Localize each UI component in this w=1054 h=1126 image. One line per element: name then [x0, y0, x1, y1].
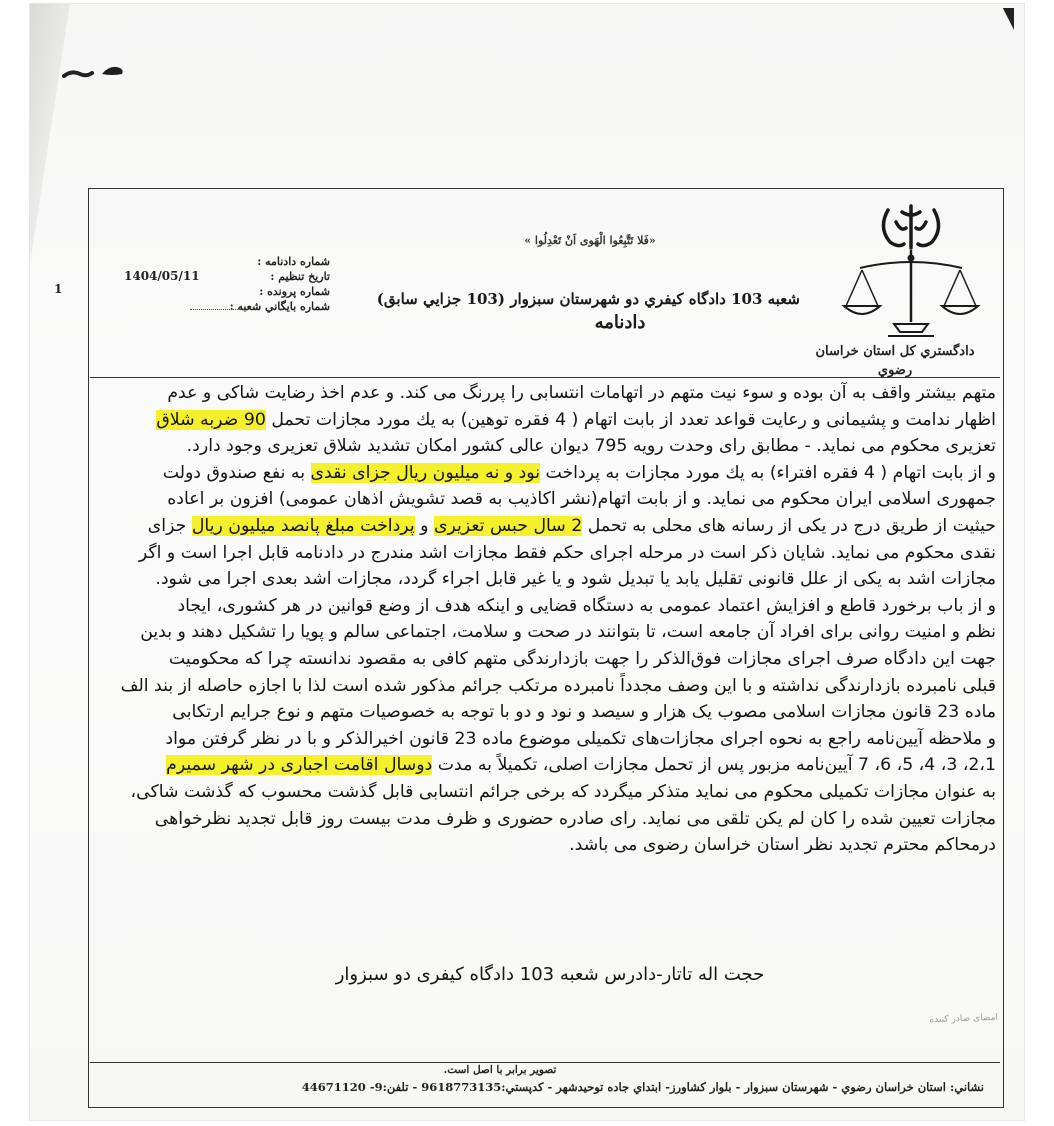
body-line — [98, 752, 996, 779]
court-address: نشاني: استان خراسان رضوي - شهرستان سبزوار - بلوار كشاورز- ابتداي جاده توحيدشهر - كدپستي:9618773135 - تلفن:9- 44671120 — [301, 1080, 984, 1094]
body-line — [98, 566, 996, 593]
body-line — [98, 433, 996, 460]
header-separator — [90, 377, 1000, 378]
body-line — [98, 540, 996, 567]
organization-line-2: رضوي — [877, 363, 913, 378]
verdict-number-row — [120, 254, 330, 269]
archive-number-row — [120, 299, 330, 314]
organization-name — [800, 342, 990, 380]
body-text-segment: جمهوری اسلامی ايران محكوم می نمايد. و از بابت اتهام(نشر اكاذيب به قصد تشويش اذهان عمومی) افزون بر اعاده — [167, 489, 996, 510]
body-text-segment: به نفع صندوق دولت — [162, 462, 311, 483]
date-value: 1404/05/11 — [124, 269, 200, 283]
highlighted-penalty: نود و نه ميليون ريال جزای نقدی — [310, 462, 541, 483]
archive-number-label: شماره بايگاني شعبه : — [229, 300, 330, 313]
body-line — [98, 699, 996, 726]
body-text-segment: قبلی نامبرده بازدارندگی نداشته و با اين وصف مجدداً نامبرده مرتكب جرائم مذكور شده است لذا با اجازه حاصله از بند الف — [120, 675, 996, 696]
body-text-segment: مجازات تعيين شده را كان لم يكن تلقی می نمايد. رای صادره حضوری و ظرف مدت بيست روز قابل تجديد نظرخواهی — [154, 808, 996, 829]
case-number-value: 1 — [54, 282, 63, 296]
highlighted-penalty: پرداخت مبلغ پانصد ميليون ريال — [191, 515, 415, 536]
body-line — [98, 513, 996, 540]
case-number-label: شماره پرونده : — [259, 285, 330, 298]
verdict-body — [98, 380, 996, 859]
body-line — [98, 486, 996, 513]
body-line — [98, 407, 996, 434]
footer-separator — [90, 1062, 1000, 1063]
body-text-segment: و ملاحظه آيين‌نامه راجع به نحوه اجرای مجازات‌های تكميلی موضوع ماده 23 قانون اخيرالذكر و با در نظر گرفتن مواد — [165, 728, 996, 749]
case-number-row — [54, 282, 330, 299]
body-line — [98, 460, 996, 487]
highlighted-penalty: دوسال اقامت اجباری در شهر سميرم — [166, 755, 433, 776]
body-line — [98, 673, 996, 700]
court-branch-line: شعبه 103 دادگاه كيفري دو شهرستان سبزوار (103 جزايي سابق) — [376, 290, 800, 308]
justice-scales-emblem-icon — [838, 198, 984, 340]
body-text-segment: نقدی محكوم می نمايد. شايان ذكر است در مرحله اجرای حكم فقط مجازات اشد مندرج در دادنامه قابل اجرا است و اگر — [138, 542, 996, 563]
body-text-segment: و از بابت اتهام ( 4 فقره افتراء) به يك مورد مجازات به پرداخت — [540, 462, 996, 483]
body-line — [98, 779, 996, 806]
verdict-number-label: شماره دادنامه : — [257, 255, 330, 268]
body-text-segment: جزای — [147, 515, 192, 536]
body-line — [98, 646, 996, 673]
copy-certification-note: تصوير برابر با اصل است. — [443, 1064, 557, 1076]
body-text-segment: اظهار ندامت و پشيمانی و رعايت قواعد تعدد از بابت اتهام ( 4 فقره توهين) به يك مورد مجازات تحمل — [265, 409, 996, 430]
body-text-segment: تعزيری محكوم می نمايد. - مطابق رای وحدت رويه 795 ديوان عالی كشور امكان تشديد شلاق تعزيری وجود دارد. — [186, 436, 996, 457]
ink-smudge — [62, 60, 128, 82]
body-line — [98, 380, 996, 407]
body-text-segment: جهت اين دادگاه صرف اجرای مجازات فوق‌الذكر را جهت بازدارندگی متهم كافی به مقصود ندانسته چرا كه محكوميت — [168, 648, 996, 669]
date-label: تاريخ تنظيم : — [270, 270, 330, 283]
signature-stamp-text: امضای صادر کننده — [929, 1012, 999, 1026]
body-text-segment: حيثيت از طريق درج در يكی از رسانه های محلی به تحمل — [582, 515, 996, 536]
case-metadata — [54, 254, 330, 314]
body-text-segment: 2،1، 3، 4، 5، 6، 7 آيين‌نامه مزبور پس از تحمل مجازات اصلی، تكميلاً به مدت — [432, 755, 996, 776]
header-verse: «فَلا تَتَّبِعُوا الْهَوى اَنْ تَعْدِلُوا » — [524, 234, 656, 247]
body-line — [98, 806, 996, 833]
highlighted-penalty: 2 سال حبس تعزيری — [433, 515, 583, 536]
body-text-segment: متهم بيشتر واقف به آن بوده و سوء نيت متهم در اتهامات انتسابی را پررنگ می كند. و عدم اخذ رضایت شاكی و عدم — [167, 383, 996, 403]
redacted-archive-number — [190, 305, 246, 310]
body-line — [98, 619, 996, 646]
body-line — [98, 832, 996, 859]
body-text-segment: درمحاكم محترم تجديد نظر استان خراسان رضوی می باشد. — [569, 835, 996, 856]
body-text-segment: و — [414, 515, 434, 536]
body-text-segment: ماده 23 قانون مجازات اسلامی مصوب يک هزار و سيصد و نود و دو با توجه به خصوصيات متهم و نوع جرايم ارتكابی — [172, 702, 996, 723]
body-text-segment: و از باب برخورد قاطع و افزايش اعتماد عمومی به دستگاه قضايی و اينكه هدف از وضع قوانين در هر كشوری، ايجاد — [177, 595, 996, 616]
document-title: دادنامه — [594, 312, 646, 333]
date-row — [120, 269, 330, 284]
body-line — [98, 593, 996, 620]
body-line — [98, 726, 996, 753]
highlighted-penalty: 90 ضربه شلاق — [156, 409, 266, 430]
body-text-segment: مجازات اشد به يكی از علل قانونی تقليل يابد يا تبديل شود و يا غير قابل اجراء گردد، مجازات اشد بعدی اجرا می شود. — [155, 569, 996, 590]
judge-signature: حجت اله تاتار-دادرس شعبه 103 دادگاه كيفری دو سبزوار — [335, 964, 765, 985]
organization-line-1: دادگستري كل استان خراسان — [815, 344, 975, 359]
body-text-segment: به عنوان مجازات تكميلی محكوم می نمايد متذكر ميگردد كه برخی جرائم انتسابی قابل گذشت محسوب كه گذشت شاكی، — [130, 781, 996, 802]
body-text-segment: نظم و امنيت روانی برای افراد آن جامعه است، تا بتوانند در صحت و سلامت، اجتماعی سالم و پويا را تشكيل دهند و بدين — [140, 622, 996, 643]
